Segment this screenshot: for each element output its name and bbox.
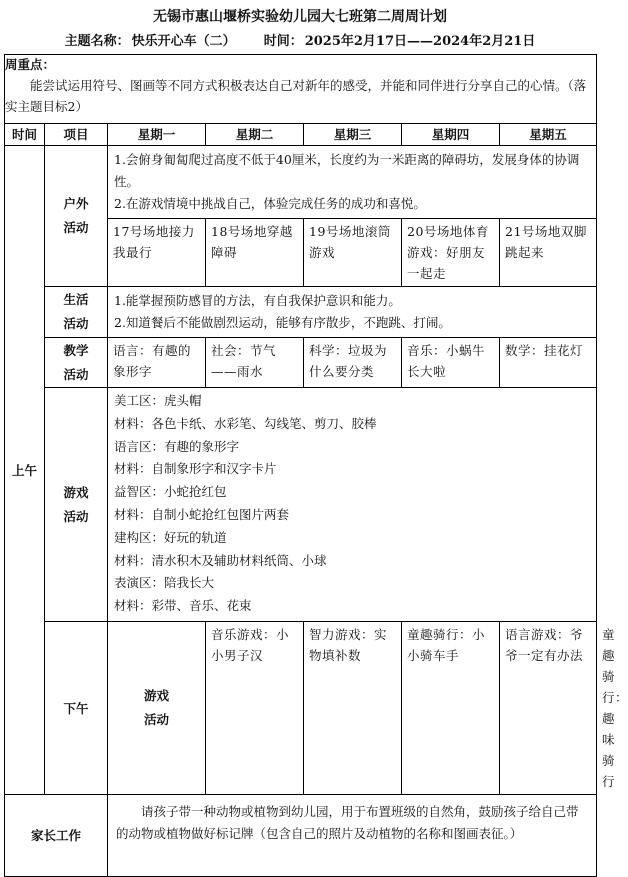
header-item: 项目 xyxy=(45,124,108,146)
outdoor-activity-thursday: 20号场地体育游戏：好朋友一起走 xyxy=(402,219,500,287)
game-line-9: 表演区：陪我长大 xyxy=(114,575,215,591)
outdoor-label-line2: 活动 xyxy=(63,220,89,235)
game-line-10: 材料：彩带、音乐、花束 xyxy=(114,598,252,614)
outdoor-activity-tuesday: 18号场地穿越障碍 xyxy=(206,219,304,287)
outdoor-goals xyxy=(108,146,597,219)
game-label xyxy=(45,388,108,622)
game-line-5: 益智区：小蛇抢红包 xyxy=(114,484,227,500)
header-tuesday: 星期二 xyxy=(206,124,304,146)
focus-cell xyxy=(5,55,597,124)
game-line-8: 材料：清水积木及辅助材料纸筒、小球 xyxy=(114,552,327,568)
life-goal-1: 1.能掌握预防感冒的方法，有自我保护意识和能力。 xyxy=(114,293,401,308)
life-label-line2: 活动 xyxy=(63,316,89,331)
outdoor-activity-friday: 21号场地双脚跳起来 xyxy=(500,219,597,287)
game-label-line2: 活动 xyxy=(63,508,89,524)
focus-row xyxy=(5,55,597,124)
game-line-2: 材料：各色卡纸、水彩笔、勾线笔、剪刀、胶棒 xyxy=(114,415,377,431)
afternoon-activity-wednesday: 童趣骑行：小小骑车手 xyxy=(402,622,500,795)
teaching-activity-thursday: 音乐：小蜗牛长大啦 xyxy=(402,338,500,388)
outdoor-label-line1: 户外 xyxy=(63,196,89,211)
game-row xyxy=(5,388,597,622)
header-friday: 星期五 xyxy=(500,124,597,146)
game-line-4: 材料：自制象形字和汉字卡片 xyxy=(114,461,277,477)
life-label-line1: 生活 xyxy=(63,292,89,307)
life-label xyxy=(45,287,108,338)
outdoor-activity-wednesday: 19号场地滚筒游戏 xyxy=(304,219,402,287)
header-monday: 星期一 xyxy=(108,124,206,146)
life-goal-2: 2.知道餐后不能做剧烈运动，能够有序散步，不跑跳、打闹。 xyxy=(114,315,451,330)
afternoon-activity-tuesday: 智力游戏：实物填补数 xyxy=(304,622,402,795)
afternoon-label: 下午 xyxy=(45,622,108,795)
teaching-label xyxy=(45,338,108,388)
afternoon-activity-thursday: 语言游戏：爷爷一定有办法 xyxy=(500,622,597,795)
morning-label: 上午 xyxy=(5,146,45,795)
game-areas xyxy=(108,388,597,622)
header-wednesday: 星期三 xyxy=(304,124,402,146)
outdoor-label xyxy=(45,146,108,287)
afternoon-game-label-line1: 游戏 xyxy=(143,688,169,703)
header-row xyxy=(5,124,597,146)
teaching-activity-friday: 数学：挂花灯 xyxy=(500,338,597,388)
outdoor-goal-2: 2.在游戏情境中挑战自己，体验完成任务的成功和喜悦。 xyxy=(114,196,426,211)
focus-text: 能尝试运用符号、图画等不同方式积极表达自己对新年的感受，并能和同伴进行分享自己的心情。（落实主题目标2） xyxy=(5,78,587,114)
game-label-line1: 游戏 xyxy=(63,484,89,500)
outdoor-activity-monday: 17号场地接力我最行 xyxy=(108,219,206,287)
afternoon-game-label-line2: 活动 xyxy=(143,712,169,727)
life-row xyxy=(5,287,597,338)
header-time: 时间 xyxy=(5,124,45,146)
theme-value: 快乐开心车（二） xyxy=(131,34,236,49)
weekly-plan-table xyxy=(4,54,628,877)
parent-text: 请孩子带一种动物或植物到幼儿园，用于布置班级的自然角，鼓励孩子给自己带的动物或植物做好标记牌（包含自己的照片及动植物的名称和图画表征。） xyxy=(108,795,597,877)
teaching-row xyxy=(5,338,597,388)
time-value: 2025年2月17日——2024年2月21日 xyxy=(304,34,536,49)
game-line-6: 材料：自制小蛇抢红包图片两套 xyxy=(114,506,290,522)
life-goals xyxy=(108,287,597,338)
game-line-3: 语言区：有趣的象形字 xyxy=(114,438,240,454)
parent-row xyxy=(5,795,597,877)
teaching-activity-monday: 语言：有趣的象形字 xyxy=(108,338,206,388)
afternoon-activity-monday: 音乐游戏：小小男子汉 xyxy=(206,622,304,795)
game-line-7: 建构区：好玩的轨道 xyxy=(114,529,227,545)
document-title: 无锡市惠山堰桥实验幼儿园大七班第二周周计划 xyxy=(153,9,447,25)
parent-label: 家长工作 xyxy=(5,795,108,877)
afternoon-game-label xyxy=(108,622,206,795)
outdoor-goal-1: 1.会俯身匍匐爬过高度不低于40厘米，长度约为一米距离的障碍坊，发展身体的协调性。 xyxy=(114,152,580,189)
outdoor-goals-row xyxy=(5,146,597,219)
theme-label: 主题名称： xyxy=(64,34,130,49)
focus-label: 周重点： xyxy=(5,57,56,72)
teaching-label-line1: 教学 xyxy=(63,342,89,358)
teaching-label-line2: 活动 xyxy=(63,366,89,382)
header-thursday: 星期四 xyxy=(402,124,500,146)
document-subtitle xyxy=(0,30,600,49)
game-line-1: 美工区：虎头帽 xyxy=(114,393,202,408)
afternoon-row: 下午 游戏 活动 音乐游戏：小小男子汉 智力游戏：实物填补数 童趣骑行：小小骑车手 语言游戏：爷爷一定有办法 童趣骑行：趣味骑行 xyxy=(5,622,597,795)
teaching-activity-tuesday: 社会：节气——雨水 xyxy=(206,338,304,388)
teaching-activity-wednesday: 科学：垃圾为什么要分类 xyxy=(304,338,402,388)
time-label: 时间： xyxy=(263,34,303,49)
